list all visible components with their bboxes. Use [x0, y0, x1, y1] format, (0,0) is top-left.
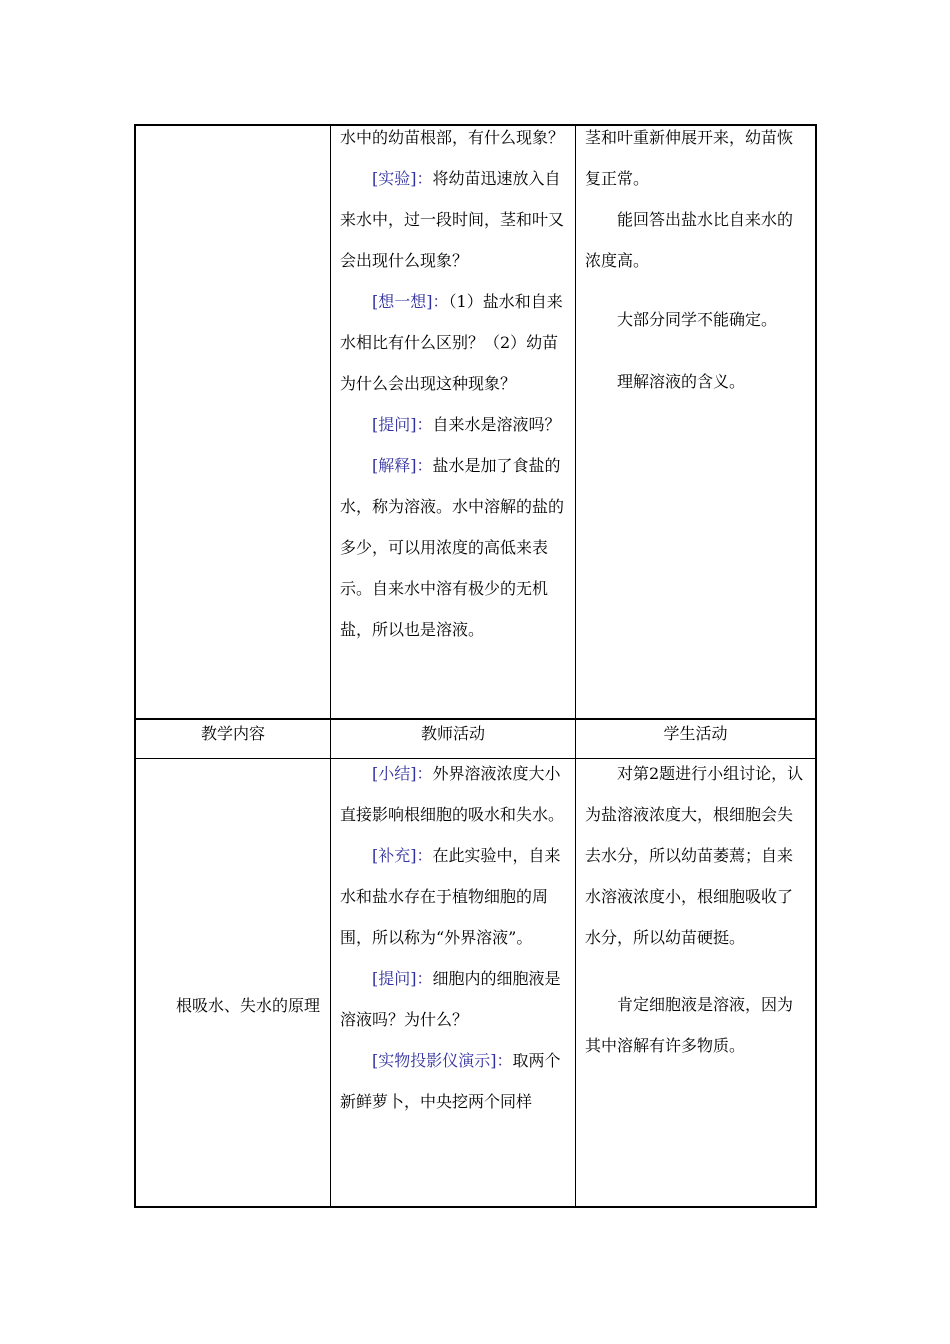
teacher-paragraph: [340, 958, 567, 1040]
teacher-paragraph: [340, 835, 567, 958]
student-paragraph: 对第2题进行小组讨论，认为盐溶液浓度大，根细胞会失去水分，所以幼苗萎蔫；自来水溶液浓度小，根细胞吸收了水分，所以幼苗硬挺。: [585, 764, 804, 947]
paragraph-tag: [实物投影仪演示]: [372, 1051, 497, 1070]
paragraph-text: 细胞内的细胞液是溶液吗？为什么？: [340, 969, 561, 1029]
paragraph-tag: [补充]: [372, 846, 417, 865]
column-divider-2: [575, 125, 576, 1208]
paragraph-tag-separator: ：: [432, 292, 449, 311]
header-teaching-content: 教学内容: [200, 724, 265, 743]
student-paragraph: 茎和叶重新伸展开来，幼苗恢复正常。: [585, 128, 794, 188]
student-paragraph: 能回答出盐水比自来水的浓度高。: [585, 210, 794, 270]
table-border-left: [134, 125, 136, 1208]
paragraph-tag-separator: ：: [496, 1051, 513, 1070]
bottom-content-cell: [136, 985, 330, 1027]
paragraph-tag: [小结]: [372, 764, 417, 783]
teacher-paragraph: [340, 117, 567, 158]
paragraph-text: 盐水是加了食盐的水，称为溶液。水中溶解的盐的多少，可以用浓度的高低来表示。自来水中溶有极少的无机盐，所以也是溶液。: [340, 456, 565, 639]
paragraph-tag-separator: ：: [416, 415, 433, 434]
paragraph-tag: [提问]: [372, 969, 417, 988]
top-teacher-cell: [332, 117, 575, 650]
teacher-paragraph: [340, 158, 567, 281]
teacher-paragraph: [340, 281, 567, 404]
paragraph-text: 外界溶液浓度大小直接影响根细胞的吸水和失水。: [340, 764, 565, 824]
table-border-right: [815, 125, 817, 1208]
header-student-activity: 学生活动: [663, 724, 728, 743]
top-student-cell: [577, 117, 815, 402]
teacher-paragraph: [340, 404, 567, 445]
paragraph-text: 水中的幼苗根部，有什么现象？: [340, 128, 565, 147]
paragraph-text: 自来水是溶液吗？: [432, 415, 561, 434]
paragraph-tag-separator: ：: [416, 764, 433, 783]
paragraph-tag-separator: ：: [416, 456, 433, 475]
student-paragraph: 肯定细胞液是溶液，因为其中溶解有许多物质。: [585, 995, 794, 1055]
content-text: 根吸水、失水的原理: [176, 996, 321, 1015]
paragraph-text: 取两个新鲜萝卜，中央挖两个同样: [340, 1051, 561, 1111]
teacher-paragraph: [340, 1040, 567, 1122]
column-divider-1: [330, 125, 331, 1208]
paragraph-text: 在此实验中，自来水和盐水存在于植物细胞的周围，所以称为“外界溶液”。: [340, 846, 561, 947]
bottom-teacher-cell: [332, 753, 575, 1122]
paragraph-tag-separator: ：: [416, 969, 433, 988]
paragraph-tag: [解释]: [372, 456, 417, 475]
table-border-bottom: [134, 1206, 817, 1208]
student-paragraph: 理解溶液的含义。: [617, 372, 746, 391]
paragraph-tag: [想一想]: [372, 292, 433, 311]
teacher-paragraph: [340, 445, 567, 650]
student-paragraph: 大部分同学不能确定。: [617, 310, 778, 329]
paragraph-tag: [实验]: [372, 169, 417, 188]
teacher-paragraph: [340, 753, 567, 835]
header-teacher-activity: 教师活动: [420, 724, 485, 743]
paragraph-tag-separator: ：: [416, 169, 433, 188]
paragraph-text: 将幼苗迅速放入自来水中，过一段时间，茎和叶又会出现什么现象？: [340, 169, 565, 270]
bottom-student-cell: [577, 753, 815, 1066]
paragraph-tag-separator: ：: [416, 846, 433, 865]
paragraph-text: （1）盐水和自来水相比有什么区别？（2）幼苗为什么会出现这种现象？: [340, 292, 563, 393]
paragraph-tag: [提问]: [372, 415, 417, 434]
